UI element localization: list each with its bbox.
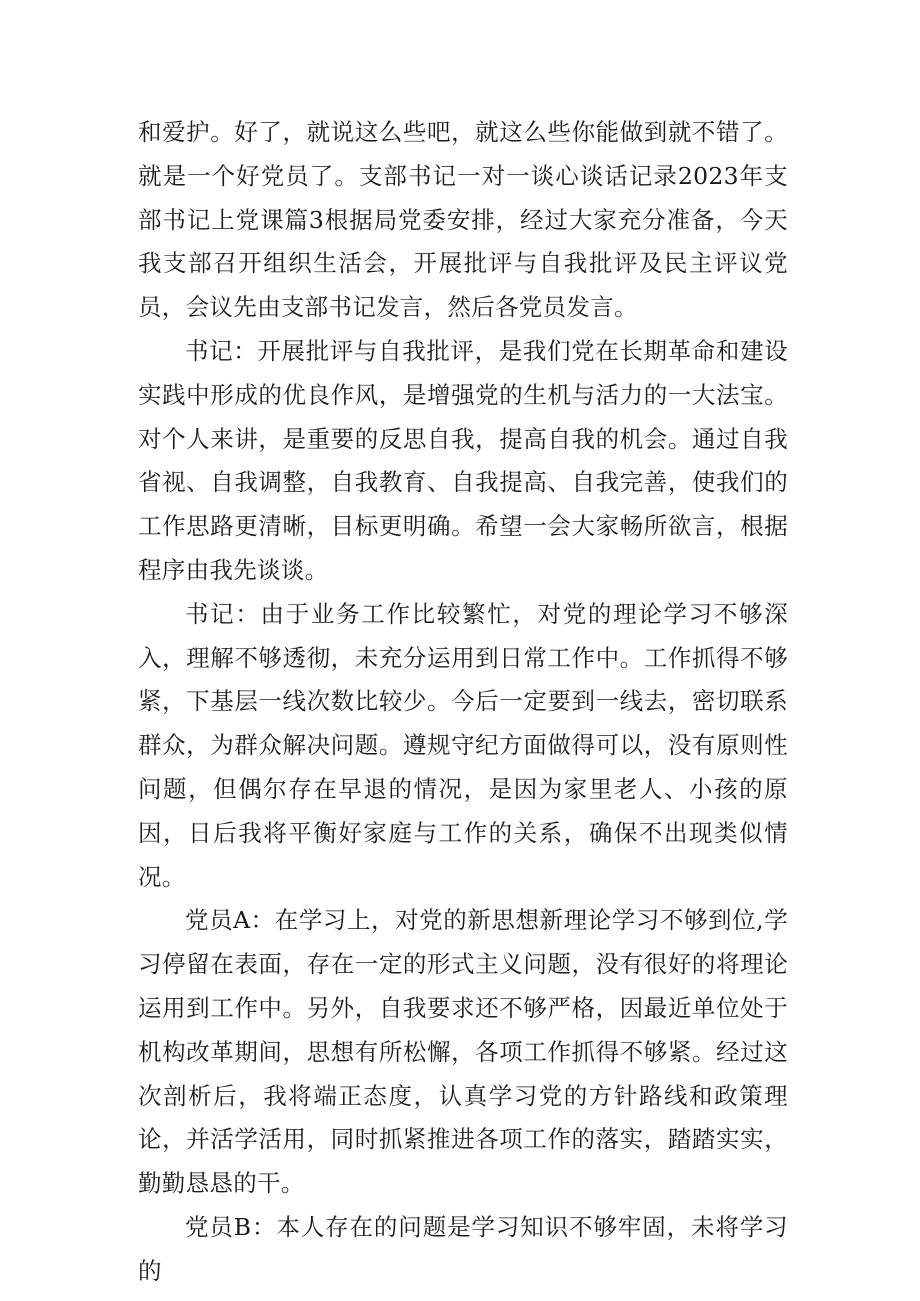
paragraph-4: 党员A：在学习上，对党的新思想新理论学习不够到位,学习停留在表面，存在一定的形式主义问题，没有很好的将理论运用到工作中。另外，自我要求还不够严格，因最近单位处于机构改革期间，思想有所松懈，各项工作抓得不够紧。经过这次剖析后，我将端正态度，认真学习党的方针路线和政策理论，并活学活用，同时抓紧推进各项工作的落实，踏踏实实，勤勤恳恳的干。 bbox=[138, 906, 788, 1198]
paragraph-5: 党员B：本人存在的问题是学习知识不够牢固，未将学习的 bbox=[138, 1212, 788, 1285]
paragraph-2: 书记：开展批评与自我批评，是我们党在长期革命和建设实践中形成的优良作风，是增强党的生机与活力的一大法宝。对个人来讲，是重要的反思自我，提高自我的机会。通过自我省视、自我调整，自我教育、自我提高、自我完善，使我们的工作思路更清晰，目标更明确。希望一会大家畅所欲言，根据程序由我先谈谈。 bbox=[138, 336, 788, 584]
document-body bbox=[138, 111, 788, 1294]
paragraph-3: 书记：由于业务工作比较繁忙，对党的理论学习不够深入，理解不够透彻，未充分运用到日常工作中。工作抓得不够紧，下基层一线次数比较少。今后一定要到一线去，密切联系群众，为群众解决问题。遵规守纪方面做得可以，没有原则性问题，但偶尔存在早退的情况，是因为家里老人、小孩的原因，日后我将平衡好家庭与工作的关系，确保不出现类似情况。 bbox=[138, 599, 788, 891]
paragraph-1: 和爱护。好了，就说这么些吧，就这么些你能做到就不错了。就是一个好党员了。支部书记一对一谈心谈话记录2023年支部书记上党课篇3根据局党委安排，经过大家充分准备，今天我支部召开组织生活会，开展批评与自我批评及民主评议党员，会议先由支部书记发言，然后各党员发言。 bbox=[138, 118, 788, 322]
